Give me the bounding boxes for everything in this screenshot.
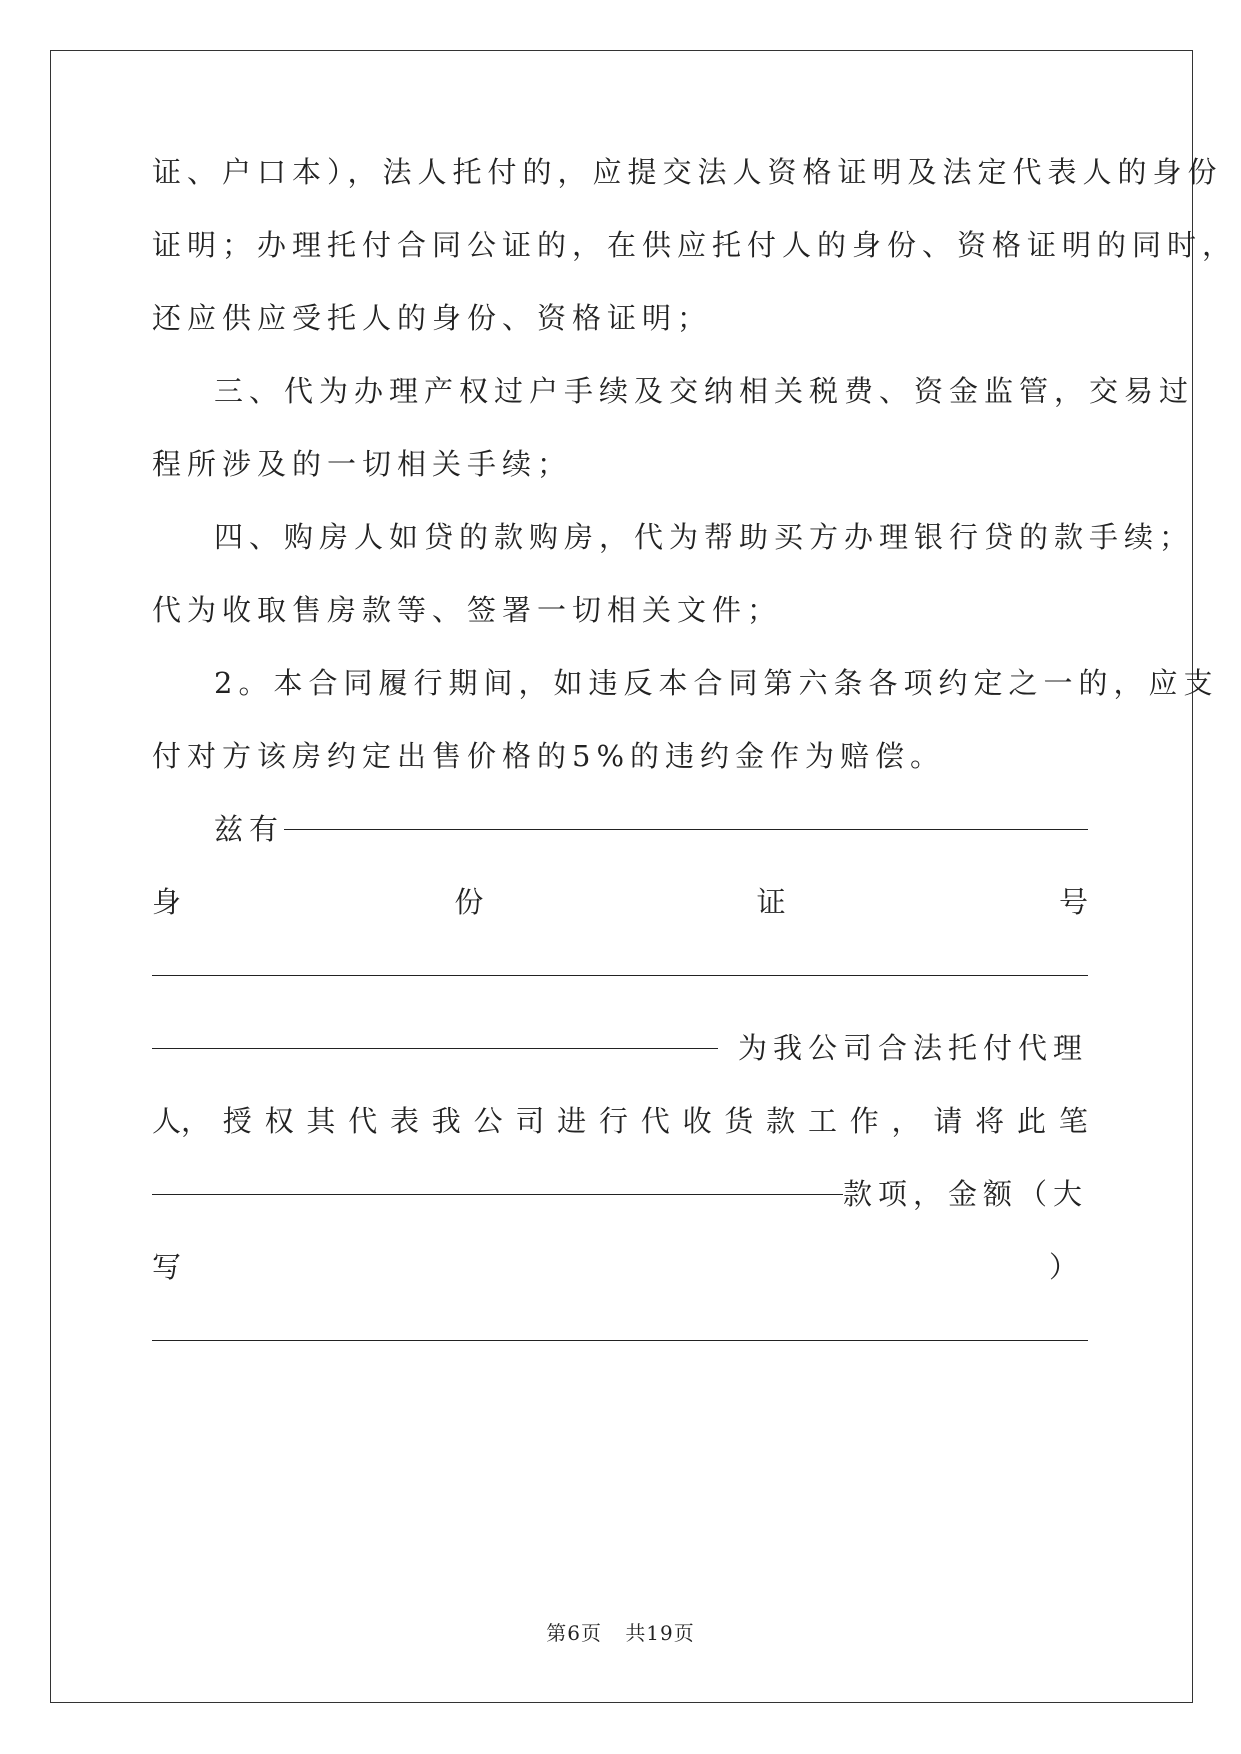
authorize-word: 授 [222, 1104, 252, 1138]
authorize-word: 行 [598, 1104, 628, 1138]
authorize-word: 笔 [1058, 1104, 1088, 1138]
blank-underline [152, 1340, 1088, 1341]
authorize-word: 人， [152, 1104, 211, 1138]
blank-underline [152, 1048, 718, 1049]
authorize-word: 作 [849, 1104, 879, 1138]
paragraph-line: 2。本合同履行期间，如违反本合同第六条各项约定之一的，应支 [214, 666, 1219, 700]
paragraph-line: 代为收取售房款等、签署一切相关文件； [152, 593, 783, 627]
paragraph-line: 程所涉及的一切相关手续； [152, 447, 573, 481]
id-label-char: 身 [152, 885, 182, 919]
paragraph-line: 付对方该房约定出售价格的5%的违约金作为赔偿。 [152, 739, 946, 773]
blank-underline [152, 1194, 843, 1195]
zi-you-label: 兹有 [214, 812, 285, 846]
agent-line [152, 1028, 1088, 1068]
amount-text: 款项，金额（大 [842, 1177, 1088, 1211]
authorize-word: 权 [264, 1104, 294, 1138]
authorize-word: 工 [807, 1104, 837, 1138]
paragraph-line: 证明；办理托付合同公证的，在供应托付人的身份、资格证明的同时， [152, 228, 1238, 262]
authorize-word: 代 [348, 1104, 378, 1138]
id-label-char: 份 [454, 885, 484, 919]
authorize-word: 公 [473, 1104, 503, 1138]
id-number-label-line [152, 882, 1088, 922]
page-footer [0, 1617, 1241, 1646]
amount-line [152, 1174, 1088, 1214]
authorize-word: 将 [975, 1104, 1005, 1138]
blank-line [152, 1320, 1088, 1360]
authorize-word: ， [891, 1104, 921, 1138]
authorize-word: 收 [682, 1104, 712, 1138]
authorize-word: 货 [724, 1104, 754, 1138]
authorize-line [152, 1101, 1088, 1141]
blank-underline [284, 829, 1088, 830]
page-total: 共19页 [625, 1621, 695, 1645]
page-number: 第6页 [546, 1621, 602, 1645]
paragraph-line: 证、户口本），法人托付的，应提交法人资格证明及法定代表人的身份 [152, 155, 1223, 189]
paragraph-line: 四、购房人如贷的款购房，代为帮助买方办理银行贷的款手续； [214, 520, 1195, 554]
blank-underline [152, 975, 1088, 976]
authorize-word: 此 [1016, 1104, 1046, 1138]
authorize-word: 我 [431, 1104, 461, 1138]
id-label-char: 号 [1058, 885, 1088, 919]
write-right: ） [1048, 1250, 1078, 1284]
authorize-word: 其 [306, 1104, 336, 1138]
authorize-word: 司 [515, 1104, 545, 1138]
paragraph-line: 三、代为办理产权过户手续及交纳相关税费、资金监管，交易过 [214, 374, 1195, 408]
authorize-word: 代 [640, 1104, 670, 1138]
authorize-word: 请 [933, 1104, 963, 1138]
write-line [152, 1247, 1088, 1287]
agent-text: 为我公司合法托付代理 [737, 1031, 1088, 1065]
authorize-word: 款 [766, 1104, 796, 1138]
write-left: 写 [152, 1250, 182, 1284]
authorize-word: 进 [557, 1104, 587, 1138]
id-label-char: 证 [756, 885, 786, 919]
paragraph-line: 还应供应受托人的身份、资格证明； [152, 301, 713, 335]
zi-you-line [152, 809, 1088, 849]
blank-line [152, 955, 1088, 995]
authorize-word: 表 [389, 1104, 419, 1138]
